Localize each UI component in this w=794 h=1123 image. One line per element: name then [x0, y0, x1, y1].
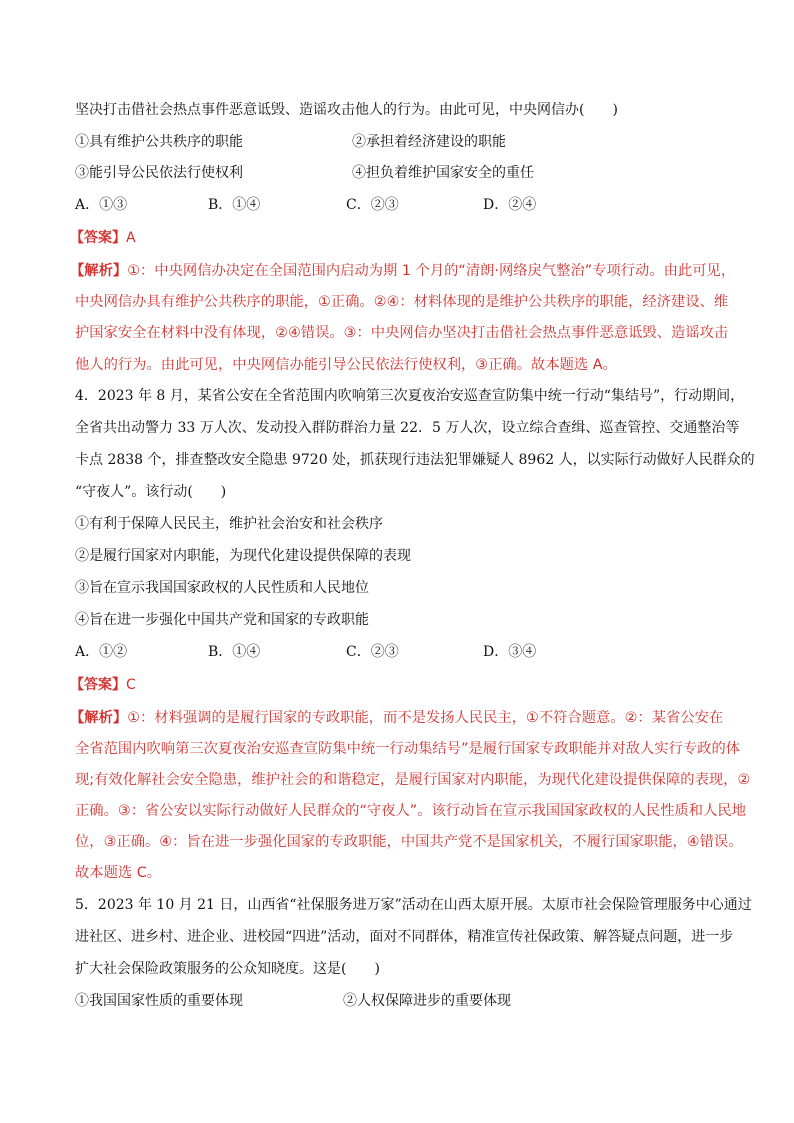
answer-value: A	[126, 230, 136, 246]
q3-analysis-line-1: 【解析】①：中央网信办决定在全国范围内启动为期 1 个月的“清朗·网络戾气整治”专项行动。由此可见，	[70, 263, 736, 279]
q4-item-3: ③旨在宣示我国国家政权的人民性质和人民地位	[75, 580, 369, 596]
q5-item-1: ①我国国家性质的重要体现	[75, 993, 243, 1009]
q4-choice-c: C．②③	[346, 644, 399, 660]
q3-choice-c: C．②③	[346, 197, 399, 213]
q5-stem-line-3: 扩大社会保险政策服务的公众知晓度。这是( )	[75, 961, 380, 977]
q4-choice-b: B．①④	[208, 644, 261, 660]
q4-choice-a: A．①②	[75, 644, 128, 660]
q3-item-3: ③能引导公民依法行使权利	[75, 165, 243, 181]
answer-value: C	[126, 677, 136, 693]
q4-analysis-line-4: 正确。③：省公安以实际行动做好人民群众的“守夜人”。该行动旨在宣示我国国家政权的人民性质和人民地	[75, 803, 746, 819]
q4-item-2: ②是履行国家对内职能，为现代化建设提供保障的表现	[75, 548, 411, 564]
q4-choice-d: D．③④	[483, 644, 537, 660]
q3-item-2: ②承担着经济建设的职能	[352, 134, 506, 150]
q4-analysis-line-1: 【解析】①：材料强调的是履行国家的专政职能，而不是发扬人民民主，①不符合题意。②：某省公安在	[70, 710, 724, 726]
q4-analysis-line-3: 现;有效化解社会安全隐患，维护社会的和谐稳定，是履行国家对内职能，为现代化建设提供保障的表现，②	[75, 772, 751, 788]
q3-answer	[70, 228, 136, 248]
q4-item-4: ④旨在进一步强化中国共产党和国家的专政职能	[75, 612, 369, 628]
q4-item-1: ①有利于保障人民民主，维护社会治安和社会秩序	[75, 516, 383, 532]
q4-analysis-line-2: 全省范围内吹响第三次夏夜治安巡查宣防集中统一行动集结号”是履行国家专政职能并对敌人实行专政的体	[75, 741, 741, 757]
q3-choice-d: D．②④	[483, 197, 537, 213]
analysis-tag: 【解析】	[70, 263, 128, 279]
answer-tag: 【答案】	[70, 677, 126, 693]
q3-analysis-line-3: 护国家安全在材料中没有体现，②④错误。③：中央网信办坚决打击借社会热点事件恶意诋毁、造谣攻击	[75, 325, 729, 341]
q4-answer	[70, 675, 136, 695]
answer-tag: 【答案】	[70, 230, 126, 246]
q3-stem: 坚决打击借社会热点事件恶意诋毁、造谣攻击他人的行为。由此可见，中央网信办( )	[75, 102, 618, 118]
q4-stem-line-1: 4．2023 年 8 月，某省公安在全省范围内吹响第三次夏夜治安巡查宣防集中统一行动“集结号”，行动期间，	[75, 388, 745, 404]
q3-choice-a: A．①③	[75, 197, 128, 213]
q3-choice-b: B．①④	[208, 197, 261, 213]
q4-analysis-line-6: 故本题选 C。	[75, 865, 162, 881]
q4-stem-line-3: 卡点 2838 个，排查整改安全隐患 9720 处，抓获现行违法犯罪嫌疑人 8962 人，以实际行动做好人民群众的	[75, 452, 755, 468]
q4-stem-line-4: “守夜人”。该行动( )	[75, 484, 227, 500]
q5-stem-line-2: 进社区、进乡村、进企业、进校园“四进”活动，面对不同群体，精准宣传社保政策、解答疑点问题，进一步	[75, 929, 734, 945]
q3-analysis-line-2: 中央网信办具有维护公共秩序的职能，①正确。②④：材料体现的是维护公共秩序的职能，经济建设、维	[75, 294, 729, 310]
q5-item-2: ②人权保障进步的重要体现	[343, 993, 511, 1009]
q3-analysis-line-4: 他人的行为。由此可见，中央网信办能引导公民依法行使权利，③正确。故本题选 A。	[75, 357, 617, 373]
q3-item-1: ①具有维护公共秩序的职能	[75, 134, 243, 150]
q4-analysis-line-5: 位，③正确。④：旨在进一步强化国家的专政职能，中国共产党不是国家机关，不履行国家职能，④错误。	[75, 834, 743, 850]
q4-stem-line-2: 全省共出动警力 33 万人次、发动投入群防群治力量 22．5 万人次，设立综合查缉、巡查管控、交通整治等	[75, 420, 740, 436]
analysis-tag: 【解析】	[70, 710, 128, 726]
q3-item-4: ④担负着维护国家安全的重任	[352, 165, 534, 181]
q5-stem-line-1: 5．2023 年 10 月 21 日，山西省“社保服务进万家”活动在山西太原开展。太原市社会保险管理服务中心通过	[75, 897, 752, 913]
